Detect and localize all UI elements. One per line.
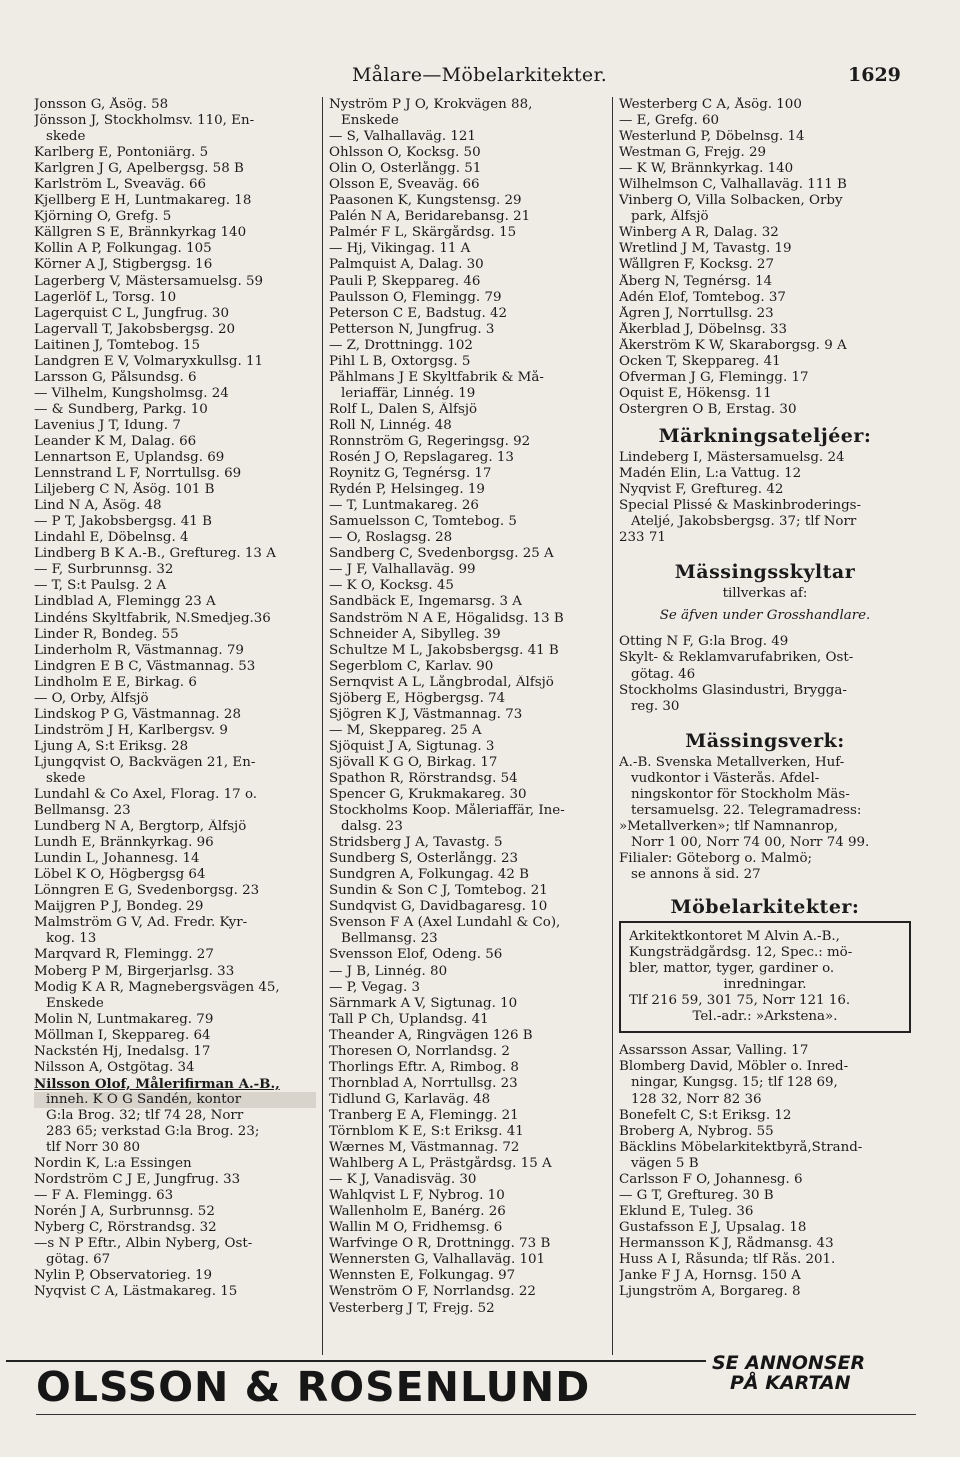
directory-entry-line: Norén J A, Surbrunnsg. 52 <box>34 1204 215 1220</box>
directory-entry-line: Nyqvist F, Greftureg. 42 <box>619 482 784 498</box>
directory-entry-line: Nackstén Hj, Inedalsg. 17 <box>34 1043 211 1059</box>
directory-entry-line: Westerberg C A, Åsög. 100 <box>619 97 802 112</box>
directory-entry-line: Blomberg David, Möbler o. Inred- <box>619 1059 849 1075</box>
directory-entry-line: — P T, Jakobsbergsg. 41 B <box>34 514 212 530</box>
directory-entry-line: Olin O, Österlångg. 51 <box>329 161 482 177</box>
directory-entry-line: tlf Norr 30 80 <box>46 1140 141 1156</box>
directory-entry-line: Modig K A R, Magnebergsvägen 45, <box>34 979 280 995</box>
directory-entry-line: Ohlsson O, Kocksg. 50 <box>329 145 481 161</box>
directory-entry-line: Lindeberg I, Mästersamuelsg. 24 <box>619 449 845 465</box>
directory-entry-line: — Hj, Vikingag. 11 A <box>329 241 471 257</box>
directory-entry-line: ningar, Kungsg. 15; tlf 128 69, <box>631 1075 838 1091</box>
directory-entry-line: Spathon R, Rörstrandsg. 54 <box>329 770 518 786</box>
directory-entry-line: Olsson E, Sveaväg. 66 <box>329 177 480 193</box>
directory-entry-line: 283 65; verkstad G:la Brog. 23; <box>46 1124 260 1139</box>
directory-entry-line: Sjövall K G O, Birkag. 17 <box>329 754 498 770</box>
directory-entry-line: Palmér F L, Skärgårdsg. 15 <box>329 225 517 241</box>
directory-entry-line: Ronnström G, Regeringsg. 92 <box>329 433 531 449</box>
directory-entry-line: Särnmark A V, Sigtunag. 10 <box>329 995 518 1011</box>
directory-entry-line: Ljungström A, Borgareg. 8 <box>619 1284 801 1300</box>
directory-entry-line: Lagerberg V, Mästersamuelsg. 59 <box>34 273 263 289</box>
directory-entry-line: Lindholm E E, Birkag. 6 <box>34 674 197 690</box>
directory-entry-line: Lindahl E, Döbelnsg. 4 <box>34 530 189 546</box>
directory-entry-line: Theander A, Ringvägen 126 B <box>329 1027 533 1043</box>
directory-entry-line: Sernqvist A L, Långbrodal, Älfsjö <box>329 674 554 690</box>
massingsverk-entries <box>619 755 911 883</box>
directory-entry-line: Assarsson Assar, Valling. 17 <box>619 1043 809 1059</box>
directory-entry-line: A.-B. Svenska Metallverken, Huf- <box>619 754 845 770</box>
directory-entry-line: Wallin M O, Fridhemsg. 6 <box>329 1220 503 1236</box>
directory-entry-line: leriaffär, Linnég. 19 <box>341 385 476 401</box>
directory-entry-line: Bellmansg. 23 <box>341 931 438 947</box>
directory-entry-line: Ljungqvist O, Backvägen 21, En- <box>34 754 256 770</box>
column-3-entries <box>619 97 911 418</box>
directory-entry-line: Sjöquist J A, Sigtunag. 3 <box>329 738 495 754</box>
directory-entry-line: Sjögren K J, Västmannag. 73 <box>329 706 523 722</box>
directory-entry-line: 233 71 <box>619 530 666 546</box>
directory-entry-line: Westerlund P, Döbelnsg. 14 <box>619 129 805 145</box>
directory-entry-line: Törnblom K E, S:t Eriksg. 41 <box>329 1124 524 1139</box>
directory-entry-line: Åkerblad J, Döbelnsg. 33 <box>619 321 788 337</box>
directory-entry-line: Kollin A P, Folkungag. 105 <box>34 241 212 257</box>
section-heading-massingsskyltar: Mässingsskyltar <box>674 561 856 584</box>
directory-entry-line: Filialer: Göteborg o. Malmö; <box>619 850 813 866</box>
massingsskyltar-subtitle: tillverkas af: <box>722 586 808 602</box>
directory-entry-line: Nylin P, Observatorieg. 19 <box>34 1268 213 1284</box>
directory-entry-line: Lundberg N A, Bergtorp, Älfsjö <box>34 819 247 835</box>
directory-entry-line: Janke F J A, Hornsg. 150 A <box>619 1268 801 1284</box>
directory-entry-line: Stockholms Koop. Måleriaffär, Ine- <box>329 803 565 819</box>
directory-entry-line: Eklund E, Tuleg. 36 <box>619 1203 754 1219</box>
directory-entry-line: Löbel K O, Högbergsg 64 <box>34 867 206 883</box>
directory-entry-line: Leander K M, Dalag. 66 <box>34 433 197 449</box>
directory-entry-line: Östergren O B, Erstag. 30 <box>619 401 797 417</box>
directory-entry-line: Sandberg C, Svedenborgsg. 25 A <box>329 546 554 562</box>
directory-entry-line: götag. 67 <box>46 1252 111 1268</box>
directory-entry-line: Svenson F A (Axel Lundahl & Co), <box>329 915 561 931</box>
directory-entry-line: Maijgren P J, Bondeg. 29 <box>34 899 204 915</box>
directory-entry-line: Åberg N, Tegnérsg. 14 <box>619 273 773 289</box>
advert-see-line-1: SE ANNONSER <box>712 1352 866 1374</box>
directory-entry-line: Lundahl & Co Axel, Florag. 17 o. <box>34 787 258 803</box>
section-heading-mobelarkitekter: Möbelarkitekter: <box>670 896 860 919</box>
directory-entry-line: Åkerström K W, Skaraborgsg. 9 A <box>619 337 847 353</box>
directory-entry-line: Pihl L B, Oxtorgsg. 5 <box>329 353 471 369</box>
directory-entry-line: — Vilhelm, Kungsholmsg. 24 <box>34 385 229 401</box>
directory-entry-line: Adén Elof, Tomtebog. 37 <box>619 289 786 305</box>
directory-entry-line: Roll N, Linnég. 48 <box>329 417 452 433</box>
directory-entry-line: Öfverman J G, Flemingg. 17 <box>619 369 809 385</box>
directory-entry-line: Sundgren A, Folkungag. 42 B <box>329 867 529 883</box>
directory-entry-line: — T, Luntmakareg. 26 <box>329 498 479 514</box>
directory-entry-line: skede <box>46 129 86 145</box>
directory-entry-line: ningskontor för Stockholm Mäs- <box>631 786 850 802</box>
directory-entry-line: dalsg. 23 <box>341 819 403 835</box>
directory-entry-line: Nordin K, L:a Essingen <box>34 1156 192 1172</box>
directory-entry-line: Nyberg C, Rörstrandsg. 32 <box>34 1220 217 1236</box>
advert-box-arkitektkontoret <box>619 921 911 1033</box>
column-3 <box>612 97 911 1355</box>
directory-entry-line: Wållgren F, Kocksg. 27 <box>619 257 774 273</box>
directory-entry-line: — K W, Brännkyrkag. 140 <box>619 161 794 177</box>
directory-entry-line: bler, mattor, tyger, gardiner o. <box>629 961 835 977</box>
directory-entry-line: Wretlind J M, Tavastg. 19 <box>619 241 792 257</box>
directory-entry-line: Norr 1 00, Norr 74 00, Norr 74 99. <box>631 834 870 850</box>
directory-entry-line: Körner A J, Stigbergsg. 16 <box>34 257 213 273</box>
directory-entry-line: Ågren J, Norrtullsg. 23 <box>619 305 774 321</box>
directory-entry-line: Wallenholm E, Banérg. 26 <box>329 1204 506 1220</box>
directory-entry-line: Karlgren J G, Apelbergsg. 58 B <box>34 161 244 177</box>
directory-entry-line: Möllman I, Skeppareg. 64 <box>34 1027 211 1043</box>
directory-entry-line: reg. 30 <box>631 698 680 714</box>
directory-entry-line: — S, Valhallaväg. 121 <box>329 129 476 145</box>
directory-entry-line: götag. 46 <box>631 666 696 682</box>
directory-entry-line: — O, Örby, Älfsjö <box>34 690 149 706</box>
directory-entry-line: Stridsberg J A, Tavastg. 5 <box>329 835 503 851</box>
column-1 <box>34 97 316 1301</box>
directory-entry-line: Sundberg S, Österlångg. 23 <box>329 851 519 867</box>
directory-entry-line: — O, Roslagsg. 28 <box>329 530 453 546</box>
directory-entry-line: Stockholms Glasindustri, Brygga- <box>619 682 847 698</box>
directory-entry-line: Samuelsson C, Tomtebog. 5 <box>329 514 517 530</box>
directory-entry-line: Arkitektkontoret M Alvin A.-B., <box>629 929 840 945</box>
directory-entry-line: vägen 5 B <box>631 1155 699 1171</box>
directory-entry-line: — G T, Greftureg. 30 B <box>619 1187 774 1203</box>
directory-entry-line: Nordström C J E, Jungfrug. 33 <box>34 1172 241 1188</box>
directory-entry-line: Lagervall T, Jakobsbergsg. 20 <box>34 321 236 337</box>
directory-entry-line: — T, S:t Paulsg. 2 A <box>34 578 167 594</box>
directory-entry-line: Tel.-adr.: »Arkstena». <box>692 1009 838 1025</box>
directory-entry-line: — F A. Flemingg. 63 <box>34 1188 174 1204</box>
directory-entry-line: Malmström G V, Ad. Fredr. Kyr- <box>34 915 248 931</box>
directory-entry-line: Tall P Ch, Uplandsg. 41 <box>329 1011 489 1027</box>
directory-entry-line: Molin N, Luntmakareg. 79 <box>34 1011 214 1027</box>
advert-rule <box>6 1360 706 1362</box>
directory-entry-line: Bäcklins Möbelarkitektbyrå,Strand- <box>619 1139 863 1155</box>
directory-entry-line: G:la Brog. 32; tlf 74 28, Norr <box>46 1107 244 1123</box>
markning-entries <box>619 450 911 546</box>
directory-entry-line: Wenström O F, Norrlandsg. 22 <box>329 1284 536 1300</box>
mobelarkitekter-entries <box>619 1043 911 1300</box>
directory-entry-line: Warfvinge O R, Drottningg. 73 B <box>329 1236 551 1252</box>
directory-entry-line: Lindéns Skyltfabrik, N.Smedjeg.36 <box>34 610 271 626</box>
advert-see-line-2: PÅ KARTAN <box>730 1372 851 1394</box>
directory-entry-line: Carlsson F O, Johannesg. 6 <box>619 1171 803 1187</box>
directory-entry-line: Roynitz G, Tegnérsg. 17 <box>329 466 492 482</box>
directory-entry-line: Laitinen J, Tomtebog. 15 <box>34 337 201 353</box>
directory-entry-line: Svensson Elof, Odeng. 56 <box>329 947 503 963</box>
directory-entry-line: Linderholm R, Västmannag. 79 <box>34 642 244 658</box>
directory-entry-line: Sundqvist G, Davidbagaresg. 10 <box>329 899 548 915</box>
directory-entry-line: Kjörning O, Grefg. 5 <box>34 209 172 225</box>
directory-entry-line: Sandbäck E, Ingemarsg. 3 A <box>329 594 522 610</box>
directory-entry-line: Nilsson A, Östgötag. 34 <box>34 1059 195 1075</box>
directory-entry-line: Ljung A, S:t Eriksg. 28 <box>34 738 189 754</box>
directory-entry-line: Wennersten G, Valhallaväg. 101 <box>329 1252 546 1268</box>
directory-entry-line: — K J, Vanadisväg. 30 <box>329 1172 477 1188</box>
directory-entry-line: Thornblad A, Norrtullsg. 23 <box>329 1075 518 1091</box>
directory-entry-line: Linder R, Bondeg. 55 <box>34 626 179 642</box>
directory-entry-line: — J F, Valhallaväg. 99 <box>329 562 476 578</box>
see-also-note: Se äfven under Grosshandlare. <box>659 608 871 624</box>
directory-entry-line: Lindgren E B C, Västmannag. 53 <box>34 658 256 674</box>
directory-entry-line: kog. 13 <box>46 931 97 947</box>
directory-entry-line: Lindblad A, Flemingg 23 A <box>34 594 216 610</box>
directory-entry-line: Segerblom C, Karlav. 90 <box>329 658 494 674</box>
page-number: 1629 <box>848 64 901 86</box>
directory-entry-line: Winberg A R, Dalag. 32 <box>619 225 779 241</box>
directory-entry-line: Kjellberg E H, Luntmakareg. 18 <box>34 193 252 209</box>
directory-entry-line: Lennartson E, Uplandsg. 69 <box>34 450 225 466</box>
directory-entry-line: Vinberg O, Villa Solbacken, Örby <box>619 193 843 209</box>
directory-entry-line: Bellmansg. 23 <box>34 803 131 819</box>
directory-entry-line: — M, Skeppareg. 25 A <box>329 722 482 738</box>
directory-entry-line: Thorlings Eftr. A, Rimbog. 8 <box>329 1059 519 1075</box>
directory-entry-line: Peterson C E, Badstug. 42 <box>329 305 508 321</box>
directory-entry-line: Palén N A, Beridarebansg. 21 <box>329 209 531 225</box>
directory-entry-line: — J B, Linnég. 80 <box>329 963 448 979</box>
directory-entry-line: Lundin L, Johannesg. 14 <box>34 851 200 867</box>
advert-olsson-rosenlund: OLSSON & ROSENLUND <box>36 1363 591 1411</box>
running-head <box>0 64 960 92</box>
directory-entry-line: Nilsson Olof, Målerifirman A.-B., <box>34 1075 280 1092</box>
directory-entry-line: Enskede <box>341 113 399 129</box>
advert-underline <box>36 1414 916 1415</box>
directory-entry-line: Sandström N A E, Högalidsg. 13 B <box>329 610 564 626</box>
directory-entry-line: Ateljé, Jakobsbergsg. 37; tlf Norr <box>631 514 857 530</box>
directory-entry-line: — E, Grefg. 60 <box>619 113 720 129</box>
directory-entry-line: Tlf 216 59, 301 75, Norr 121 16. <box>629 993 851 1009</box>
directory-entry-line: Westman G, Frejg. 29 <box>619 145 767 161</box>
directory-entry-line: Jonsson G, Åsög. 58 <box>34 97 169 112</box>
directory-entry-line: Broberg A, Nybrog. 55 <box>619 1123 774 1139</box>
directory-entry-line: Marqvard R, Flemingg. 27 <box>34 947 214 963</box>
directory-entry-line: Sjöberg E, Högbergsg. 74 <box>329 690 506 706</box>
directory-entry-line: Karlberg E, Pontoniärg. 5 <box>34 145 209 161</box>
section-heading-massingsverk: Mässingsverk: <box>685 729 845 752</box>
directory-entry-line: Nyström P J O, Krokvägen 88, <box>329 97 533 112</box>
directory-entry-line: Skylt- & Reklamvarufabriken, Öst- <box>619 650 854 666</box>
directory-entry-line: Petterson N, Jungfrug. 3 <box>329 321 495 337</box>
directory-entry-line: Rosén J O, Repslagareg. 13 <box>329 450 514 466</box>
directory-entry-line: Enskede <box>46 995 104 1011</box>
directory-entry-line: —s N P Eftr., Albin Nyberg, Öst- <box>34 1236 253 1252</box>
directory-entry-line: Special Plissé & Maskinbroderings- <box>619 498 862 514</box>
directory-entry-line: 128 32, Norr 82 36 <box>631 1091 762 1107</box>
advert-see-note <box>712 1353 865 1393</box>
directory-entry-line: inredningar. <box>723 977 807 993</box>
directory-entry-line: Sundin & Son C J, Tomtebog. 21 <box>329 883 548 899</box>
directory-entry-line: park, Älfsjö <box>631 209 709 225</box>
directory-entry-line: Wahlqvist L F, Nybrog. 10 <box>329 1188 505 1204</box>
directory-entry-line: Källgren S E, Brännkyrkag 140 <box>34 225 247 241</box>
directory-entry-line: skede <box>46 770 86 786</box>
section-heading-markning: Märkningsateljéer: <box>658 424 872 447</box>
directory-entry-line: Schneider A, Sibylleg. 39 <box>329 626 501 642</box>
directory-entry-line: Öquist E, Hökensg. 11 <box>619 385 772 401</box>
directory-entry-line: Lindskog P G, Västmannag. 28 <box>34 706 241 722</box>
directory-entry-line: Hermansson K J, Rådmansg. 43 <box>619 1235 834 1251</box>
directory-entry-line: Paulsson O, Flemingg. 79 <box>329 289 502 305</box>
directory-entry-line: Lennstrand L F, Norrtullsg. 69 <box>34 466 242 482</box>
directory-entry-line: Påhlmans J E Skyltfabrik & Må- <box>329 369 544 385</box>
directory-entry-line: tersamuelsg. 22. Telegramadress: <box>631 802 862 818</box>
directory-entry-line: — K O, Kocksg. 45 <box>329 578 454 594</box>
directory-entry-line: Palmquist A, Dalag. 30 <box>329 257 484 273</box>
directory-entry-line: Lindström J H, Karlbergsv. 9 <box>34 722 228 738</box>
directory-entry-line: Madén Elin, L:a Vattug. 12 <box>619 466 802 482</box>
directory-entry-line: Lindberg B K A.-B., Greftureg. 13 A <box>34 546 276 562</box>
directory-entry-line: Lagerlöf L, Torsg. 10 <box>34 289 177 305</box>
directory-entry-line: Lavenius J T, Idung. 7 <box>34 417 181 433</box>
directory-entry-line: — Z, Drottningg. 102 <box>329 337 473 353</box>
directory-entry-line: — F, Surbrunnsg. 32 <box>34 562 174 578</box>
directory-entry-line: Wærnes M, Västmannag. 72 <box>329 1140 520 1156</box>
directory-entry-line: Rydén P, Helsingeg. 19 <box>329 482 485 498</box>
massingsskyltar-entries <box>619 634 911 714</box>
directory-entry-line: vudkontor i Västerås. Afdel- <box>631 770 820 786</box>
directory-entry-line: Lagerquist C L, Jungfrug. 30 <box>34 305 229 321</box>
directory-entry-line: Wennsten E, Folkungag. 97 <box>329 1268 516 1284</box>
directory-entry-line: Landgren E V, Volmaryxkullsg. 11 <box>34 353 264 369</box>
directory-entry-line: Vesterberg J T, Frejg. 52 <box>329 1300 495 1316</box>
directory-entry-line: Wilhelmson C, Valhallaväg. 111 B <box>619 177 847 193</box>
directory-entry-line: Liljeberg C N, Åsög. 101 B <box>34 482 215 498</box>
directory-entry-line: Larsson G, Pålsundsg. 6 <box>34 369 197 385</box>
directory-entry-line: Schultze M L, Jakobsbergsg. 41 B <box>329 642 559 658</box>
directory-entry-line: Otting N F, G:la Brog. 49 <box>619 634 789 650</box>
directory-entry-line: — P, Vegag. 3 <box>329 979 420 995</box>
page-title: Målare—Möbelarkitekter. <box>352 64 608 86</box>
directory-entry-line: Pauli P, Skeppareg. 46 <box>329 273 481 289</box>
directory-entry-line: se annons å sid. 27 <box>631 867 761 883</box>
directory-entry-line: Kungsträdgårdsg. 12, Spec.: mö- <box>629 945 853 961</box>
directory-entry-line: Lundh E, Brännkyrkag. 96 <box>34 835 214 851</box>
directory-entry-line: Rolf L, Dalen S, Älfsjö <box>329 401 478 417</box>
directory-entry-line: Lönngren E G, Svedenborgsg. 23 <box>34 883 260 899</box>
directory-entry-line: inneh. K O G Sandén, kontor <box>34 1092 316 1108</box>
directory-entry-line: Lind N A, Åsög. 48 <box>34 498 162 514</box>
directory-entry-line: Thoresen O, Norrlandsg. 2 <box>329 1043 510 1059</box>
directory-entry-line: — & Sundberg, Parkg. 10 <box>34 401 208 417</box>
directory-entry-line: Spencer G, Krukmakareg. 30 <box>329 787 527 803</box>
column-2 <box>322 97 615 1355</box>
directory-entry-line: Paasonen K, Kungstensg. 29 <box>329 193 522 209</box>
directory-entry-line: Moberg P M, Birgerjarlsg. 33 <box>34 963 235 979</box>
directory-entry-line: Bonefelt C, S:t Eriksg. 12 <box>619 1107 792 1123</box>
directory-entry-line: Tidlund G, Karlaväg. 48 <box>329 1091 491 1107</box>
directory-entry-line: Jönsson J, Stockholmsv. 110, En- <box>34 113 255 129</box>
directory-entry-line: Tranberg E A, Flemingg. 21 <box>329 1107 519 1123</box>
directory-entry-line: Huss A I, Råsunda; tlf Rås. 201. <box>619 1252 836 1267</box>
directory-entry-line: Karlström L, Sveaväg. 66 <box>34 177 207 193</box>
directory-entry-line: Nyqvist C A, Lästmakareg. 15 <box>34 1284 238 1300</box>
directory-entry-line: Gustafsson E J, Upsalag. 18 <box>619 1219 807 1235</box>
directory-entry-line: Wahlberg A L, Prästgårdsg. 15 A <box>329 1156 552 1172</box>
directory-entry-line: »Metallverken»; tlf Namnanrop, <box>619 818 839 834</box>
directory-entry-line: Öcken T, Skeppareg. 41 <box>619 353 781 369</box>
